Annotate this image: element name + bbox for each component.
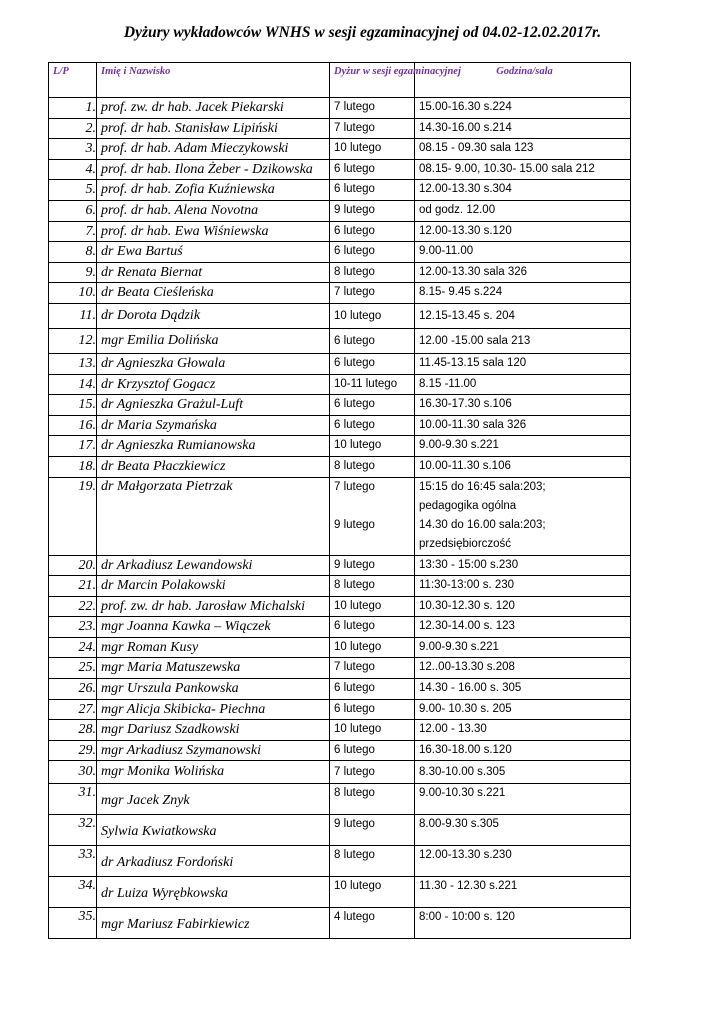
cell-name: prof. dr hab. Ewa Wiśniewska bbox=[97, 221, 330, 242]
day-line: 7 lutego bbox=[334, 101, 375, 113]
cell-name: dr Krzysztof Gogacz bbox=[97, 374, 330, 395]
hour-line: 9.00-9.30 s.221 bbox=[419, 439, 499, 452]
cell-hour bbox=[415, 283, 631, 304]
day-line: 6 lutego bbox=[334, 334, 375, 347]
day-line: 7 lutego bbox=[334, 286, 375, 299]
cell-lp: 14. bbox=[49, 374, 97, 395]
table-row bbox=[49, 784, 631, 815]
hour-line: 8.15 -11.00 bbox=[419, 377, 477, 390]
cell-day bbox=[330, 740, 415, 761]
cell-name: prof. dr hab. Stanisław Lipiński bbox=[97, 118, 330, 139]
hour-line: 9.00- 10.30 s. 205 bbox=[419, 702, 512, 715]
cell-lp: 22. bbox=[49, 596, 97, 617]
cell-hour bbox=[415, 139, 631, 160]
table-row bbox=[49, 596, 631, 617]
day-line: 9 lutego bbox=[334, 558, 375, 571]
table-row bbox=[49, 221, 631, 242]
page-title: Dyżury wykładowców WNHS w sesji egzaminacyjnej od 04.02-12.02.2017r. bbox=[123, 24, 602, 41]
cell-name: dr Ewa Bartuś bbox=[97, 242, 330, 263]
cell-hour bbox=[415, 159, 631, 180]
cell-day bbox=[330, 617, 415, 638]
day-line: 10 lutego bbox=[334, 439, 382, 452]
day-line: 6 lutego bbox=[334, 162, 375, 175]
hour-line: 15:15 do 16:45 sala:203; bbox=[419, 480, 546, 493]
cell-name: dr Beata Cieśleńska bbox=[97, 283, 330, 304]
cell-hour bbox=[415, 846, 631, 877]
hour-line: 12.00-13.30 s.304 bbox=[419, 183, 512, 196]
table-row bbox=[49, 180, 631, 201]
hour-line: 8.30-10.00 s.305 bbox=[419, 766, 506, 779]
day-line: 7 lutego bbox=[334, 661, 375, 674]
day-line: 9 lutego bbox=[334, 203, 375, 216]
table-row bbox=[49, 159, 631, 180]
cell-hour bbox=[415, 477, 631, 555]
day-line: 10 lutego bbox=[334, 880, 382, 893]
day-line: 10 lutego bbox=[334, 309, 382, 322]
cell-name: mgr Joanna Kawka – Wiączek bbox=[97, 617, 330, 638]
table-row bbox=[49, 740, 631, 761]
cell-lp: 3. bbox=[49, 139, 97, 160]
cell-lp: 4. bbox=[49, 159, 97, 180]
hour-line: przedsiębiorczość bbox=[419, 537, 512, 550]
cell-lp: 35. bbox=[49, 908, 97, 939]
cell-name: dr Arkadiusz Lewandowski bbox=[97, 555, 330, 576]
hour-line: pedagogika ogólna bbox=[419, 499, 517, 512]
cell-lp: 9. bbox=[49, 262, 97, 283]
cell-day bbox=[330, 846, 415, 877]
cell-hour bbox=[415, 679, 631, 700]
cell-hour bbox=[415, 877, 631, 908]
cell-lp: 5. bbox=[49, 180, 97, 201]
cell-day bbox=[330, 477, 415, 555]
hour-line: 16.30-17.30 s.106 bbox=[419, 398, 512, 411]
day-line: 8 lutego bbox=[334, 849, 375, 862]
day-line: 6 lutego bbox=[334, 682, 375, 695]
cell-day bbox=[330, 139, 415, 160]
cell-day bbox=[330, 784, 415, 815]
header-row bbox=[49, 63, 631, 98]
table-row bbox=[49, 846, 631, 877]
day-line: 10 lutego bbox=[334, 142, 382, 155]
day-line: 6 lutego bbox=[334, 224, 375, 237]
cell-name: mgr Maria Matuszewska bbox=[97, 658, 330, 679]
hour-line: 12.00 - 13.30 bbox=[419, 723, 487, 736]
cell-hour bbox=[415, 555, 631, 576]
hour-line: 08.15- 9.00, 10.30- 15.00 sala 212 bbox=[419, 162, 595, 175]
day-line: 6 lutego bbox=[334, 183, 375, 196]
cell-day bbox=[330, 679, 415, 700]
cell-name: mgr Arkadiusz Szymanowski bbox=[97, 740, 330, 761]
cell-lp: 31. bbox=[49, 784, 97, 815]
cell-day bbox=[330, 877, 415, 908]
cell-hour bbox=[415, 353, 631, 374]
table-row bbox=[49, 576, 631, 597]
table-row bbox=[49, 283, 631, 304]
table-row bbox=[49, 637, 631, 658]
cell-lp: 16. bbox=[49, 415, 97, 436]
cell-day bbox=[330, 262, 415, 283]
cell-lp: 13. bbox=[49, 353, 97, 374]
cell-hour bbox=[415, 415, 631, 436]
table-row bbox=[49, 699, 631, 720]
table-row bbox=[49, 815, 631, 846]
cell-lp: 33. bbox=[49, 846, 97, 877]
table-body bbox=[49, 98, 631, 939]
cell-hour bbox=[415, 374, 631, 395]
cell-name: dr Marcin Polakowski bbox=[97, 576, 330, 597]
day-line: 6 lutego bbox=[334, 356, 375, 369]
cell-lp: 28. bbox=[49, 720, 97, 741]
hour-line: 16.30-18.00 s.120 bbox=[419, 743, 512, 756]
cell-day bbox=[330, 328, 415, 353]
cell-hour bbox=[415, 221, 631, 242]
day-line: 10-11 lutego bbox=[334, 377, 398, 390]
cell-hour bbox=[415, 815, 631, 846]
cell-lp: 15. bbox=[49, 395, 97, 416]
hour-line: 12.15-13.45 s. 204 bbox=[419, 309, 515, 322]
cell-day bbox=[330, 415, 415, 436]
cell-lp: 23. bbox=[49, 617, 97, 638]
day-line: 6 lutego bbox=[334, 743, 375, 756]
cell-name: mgr Dariusz Szadkowski bbox=[97, 720, 330, 741]
table-row bbox=[49, 118, 631, 139]
cell-hour bbox=[415, 436, 631, 457]
day-line: 10 lutego bbox=[334, 599, 382, 612]
hour-line: 10.30-12.30 s. 120 bbox=[419, 599, 515, 612]
cell-hour bbox=[415, 908, 631, 939]
cell-name: dr Beata Płaczkiewicz bbox=[97, 456, 330, 477]
cell-name: prof. zw. dr hab. Jacek Piekarski bbox=[97, 98, 330, 119]
table-row bbox=[49, 761, 631, 784]
cell-name: mgr Roman Kusy bbox=[97, 637, 330, 658]
cell-name: prof. dr hab. Alena Novotna bbox=[97, 200, 330, 221]
header-day: Dyżur w sesji egzaminacyjnej bbox=[330, 63, 415, 98]
hour-line: 10.00-11.30 sala 326 bbox=[419, 418, 527, 431]
cell-day bbox=[330, 283, 415, 304]
cell-day bbox=[330, 303, 415, 328]
hour-line: 08.15 - 09.30 sala 123 bbox=[419, 142, 534, 155]
hour-line: 15.00-16.30 s.224 bbox=[419, 101, 512, 113]
cell-hour bbox=[415, 637, 631, 658]
cell-day bbox=[330, 815, 415, 846]
cell-day bbox=[330, 699, 415, 720]
day-line: 6 lutego bbox=[334, 398, 375, 411]
cell-hour bbox=[415, 118, 631, 139]
cell-hour bbox=[415, 761, 631, 784]
cell-lp: 7. bbox=[49, 221, 97, 242]
hour-line: 12.00-13.30 s.230 bbox=[419, 849, 512, 862]
day-line: 8 lutego bbox=[334, 265, 375, 278]
cell-name: dr Arkadiusz Fordoński bbox=[97, 846, 330, 877]
table-row bbox=[49, 303, 631, 328]
cell-lp: 11. bbox=[49, 303, 97, 328]
table-row bbox=[49, 436, 631, 457]
table-row bbox=[49, 877, 631, 908]
cell-lp: 19. bbox=[49, 477, 97, 555]
duty-table bbox=[48, 62, 631, 939]
hour-line: 12..00-13.30 s.208 bbox=[419, 661, 515, 674]
cell-day bbox=[330, 908, 415, 939]
hour-line: 8.00-9.30 s.305 bbox=[419, 818, 499, 831]
cell-name: prof. dr hab. Zofia Kuźniewska bbox=[97, 180, 330, 201]
cell-hour bbox=[415, 98, 631, 119]
cell-day bbox=[330, 576, 415, 597]
table-row bbox=[49, 353, 631, 374]
cell-day bbox=[330, 98, 415, 119]
cell-hour bbox=[415, 395, 631, 416]
cell-day bbox=[330, 118, 415, 139]
cell-hour bbox=[415, 784, 631, 815]
cell-hour bbox=[415, 617, 631, 638]
hour-line: 12.00-13.30 sala 326 bbox=[419, 265, 528, 278]
cell-day bbox=[330, 637, 415, 658]
day-line: 9 lutego bbox=[334, 818, 375, 831]
table-row bbox=[49, 98, 631, 119]
cell-name: Sylwia Kwiatkowska bbox=[97, 815, 330, 846]
day-line: 7 lutego bbox=[334, 480, 375, 493]
day-line: 7 lutego bbox=[334, 766, 375, 779]
cell-name: prof. zw. dr hab. Jarosław Michalski bbox=[97, 596, 330, 617]
cell-hour bbox=[415, 720, 631, 741]
cell-day bbox=[330, 200, 415, 221]
cell-day bbox=[330, 353, 415, 374]
cell-lp: 20. bbox=[49, 555, 97, 576]
day-line: 10 lutego bbox=[334, 723, 382, 736]
table-row bbox=[49, 374, 631, 395]
cell-lp: 8. bbox=[49, 242, 97, 263]
table-row bbox=[49, 555, 631, 576]
table-row bbox=[49, 456, 631, 477]
hour-line: 10.00-11.30 s.106 bbox=[419, 459, 511, 472]
cell-lp: 17. bbox=[49, 436, 97, 457]
day-line: 9 lutego bbox=[334, 518, 375, 531]
cell-day bbox=[330, 555, 415, 576]
cell-day bbox=[330, 180, 415, 201]
cell-name: mgr Jacek Znyk bbox=[97, 784, 330, 815]
cell-name: dr Agnieszka Głowala bbox=[97, 353, 330, 374]
cell-hour bbox=[415, 456, 631, 477]
cell-name: dr Luiza Wyrębkowska bbox=[97, 877, 330, 908]
day-line: 6 lutego bbox=[334, 620, 375, 633]
table-row bbox=[49, 139, 631, 160]
cell-day bbox=[330, 242, 415, 263]
cell-lp: 24. bbox=[49, 637, 97, 658]
day-line bbox=[334, 497, 414, 516]
cell-name: prof. dr hab. Ilona Żeber - Dzikowska bbox=[97, 159, 330, 180]
table-row bbox=[49, 679, 631, 700]
header-hour: Godzina/sala bbox=[415, 63, 631, 98]
cell-hour bbox=[415, 262, 631, 283]
day-line: 4 lutego bbox=[334, 911, 375, 924]
cell-day bbox=[330, 436, 415, 457]
table-row bbox=[49, 395, 631, 416]
cell-name: dr Agnieszka Rumianowska bbox=[97, 436, 330, 457]
cell-name: mgr Monika Wolińska bbox=[97, 761, 330, 784]
cell-hour bbox=[415, 699, 631, 720]
day-line: 7 lutego bbox=[334, 121, 375, 134]
cell-lp: 32. bbox=[49, 815, 97, 846]
cell-name: dr Małgorzata Pietrzak bbox=[97, 477, 330, 555]
cell-name: mgr Urszula Pankowska bbox=[97, 679, 330, 700]
cell-lp: 6. bbox=[49, 200, 97, 221]
day-line: 8 lutego bbox=[334, 787, 375, 800]
hour-line: 14.30 - 16.00 s. 305 bbox=[419, 682, 522, 695]
cell-lp: 10. bbox=[49, 283, 97, 304]
cell-hour bbox=[415, 328, 631, 353]
cell-hour bbox=[415, 596, 631, 617]
table-row bbox=[49, 477, 631, 555]
day-line: 8 lutego bbox=[334, 579, 375, 592]
cell-day bbox=[330, 395, 415, 416]
table-row bbox=[49, 720, 631, 741]
cell-lp: 26. bbox=[49, 679, 97, 700]
header-lp: L/P bbox=[49, 63, 97, 98]
hour-line: 12.30-14.00 s. 123 bbox=[419, 620, 515, 633]
hour-line: 11:30-13:00 s. 230 bbox=[419, 579, 515, 592]
cell-hour bbox=[415, 242, 631, 263]
cell-day bbox=[330, 658, 415, 679]
hour-line: 9.00-9.30 s.221 bbox=[419, 640, 499, 653]
cell-day bbox=[330, 374, 415, 395]
day-line: 6 lutego bbox=[334, 418, 375, 431]
hour-line: 8.15- 9.45 s.224 bbox=[419, 286, 503, 299]
cell-day bbox=[330, 720, 415, 741]
table-row bbox=[49, 242, 631, 263]
cell-hour bbox=[415, 200, 631, 221]
table-row bbox=[49, 415, 631, 436]
hour-line: 11.30 - 12.30 s.221 bbox=[419, 880, 518, 893]
hour-line: 12.00-13.30 s.120 bbox=[419, 224, 512, 237]
cell-lp: 27. bbox=[49, 699, 97, 720]
table-row bbox=[49, 200, 631, 221]
hour-line: 8:00 - 10:00 s. 120 bbox=[419, 911, 515, 924]
table-row bbox=[49, 658, 631, 679]
day-line: 8 lutego bbox=[334, 459, 375, 472]
cell-lp: 18. bbox=[49, 456, 97, 477]
cell-lp: 12. bbox=[49, 328, 97, 353]
cell-lp: 30. bbox=[49, 761, 97, 784]
cell-lp: 21. bbox=[49, 576, 97, 597]
cell-name: prof. dr hab. Adam Mieczykowski bbox=[97, 139, 330, 160]
cell-lp: 2. bbox=[49, 118, 97, 139]
cell-lp: 34. bbox=[49, 877, 97, 908]
table-row bbox=[49, 908, 631, 939]
hour-line: 9.00-11.00 bbox=[419, 245, 474, 258]
cell-name: mgr Mariusz Fabirkiewicz bbox=[97, 908, 330, 939]
cell-hour bbox=[415, 576, 631, 597]
cell-name: dr Dorota Dądzik bbox=[97, 303, 330, 328]
hour-line: 9.00-10.30 s.221 bbox=[419, 787, 506, 800]
cell-hour bbox=[415, 180, 631, 201]
cell-day bbox=[330, 761, 415, 784]
hour-line: 12.00 -15.00 sala 213 bbox=[419, 334, 531, 347]
day-line bbox=[334, 535, 414, 554]
cell-day bbox=[330, 159, 415, 180]
hour-line: 11.45-13.15 sala 120 bbox=[419, 356, 527, 369]
hour-line: 13:30 - 15:00 s.230 bbox=[419, 558, 519, 571]
cell-hour bbox=[415, 740, 631, 761]
cell-hour bbox=[415, 303, 631, 328]
hour-line: 14.30 do 16.00 sala:203; bbox=[419, 518, 546, 531]
day-line: 6 lutego bbox=[334, 245, 375, 258]
cell-name: dr Renata Biernat bbox=[97, 262, 330, 283]
table-row bbox=[49, 328, 631, 353]
table-row bbox=[49, 617, 631, 638]
cell-lp: 1. bbox=[49, 98, 97, 119]
cell-name: mgr Emilia Dolińska bbox=[97, 328, 330, 353]
header-name: Imię i Nazwisko bbox=[97, 63, 330, 98]
cell-hour bbox=[415, 658, 631, 679]
hour-line: 14.30-16.00 s.214 bbox=[419, 121, 512, 134]
cell-lp: 29. bbox=[49, 740, 97, 761]
cell-name: dr Maria Szymańska bbox=[97, 415, 330, 436]
hour-line: od godz. 12.00 bbox=[419, 203, 496, 216]
cell-lp: 25. bbox=[49, 658, 97, 679]
cell-day bbox=[330, 221, 415, 242]
day-line: 10 lutego bbox=[334, 640, 382, 653]
cell-name: dr Agnieszka Grażul-Luft bbox=[97, 395, 330, 416]
cell-day bbox=[330, 456, 415, 477]
cell-day bbox=[330, 596, 415, 617]
table-row bbox=[49, 262, 631, 283]
day-line: 6 lutego bbox=[334, 702, 375, 715]
cell-name: mgr Alicja Skibicka- Piechna bbox=[97, 699, 330, 720]
